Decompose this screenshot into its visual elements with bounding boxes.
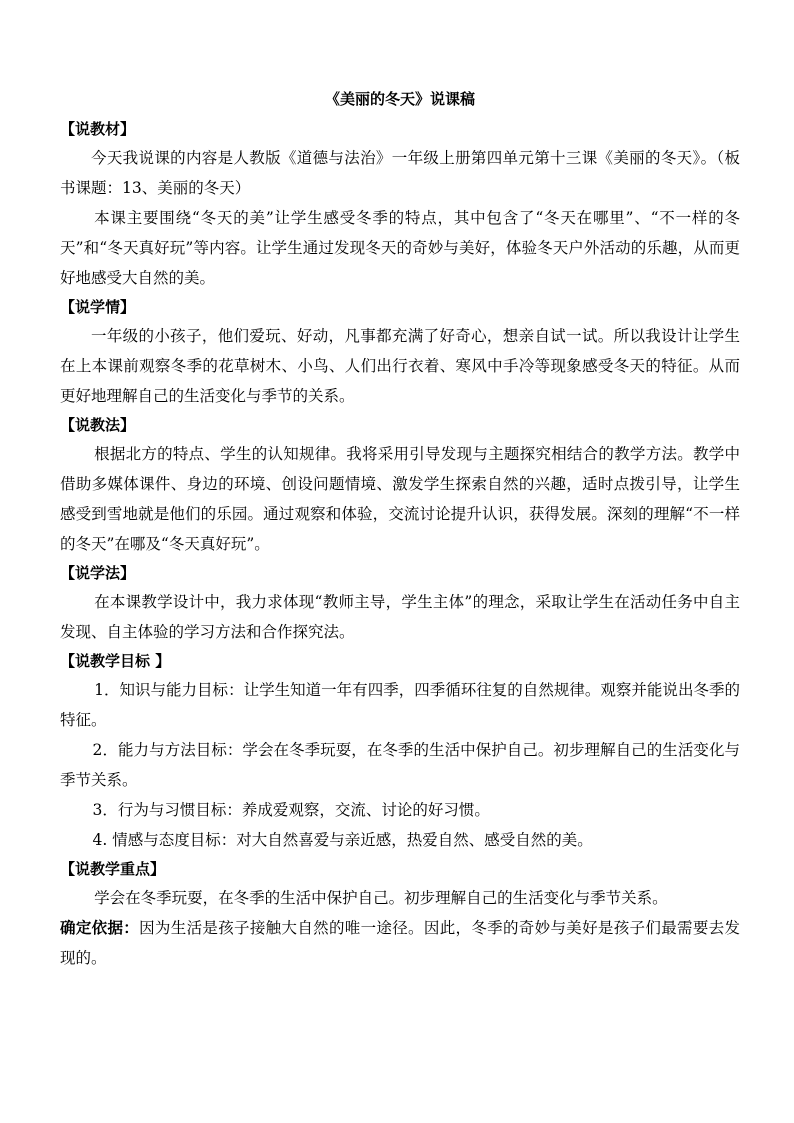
paragraph: 本课主要围绕“冬天的美”让学生感受冬季的特点，其中包含了“冬天在哪里”、“不一样的冬天”和“冬天真好玩”等内容。让学生通过发现冬天的奇妙与美好，体验冬天户外活动的乐趣，从而更好地感受大自然的美。 — [60, 209, 740, 287]
section-heading-textbook: 【说教材】 — [60, 120, 136, 138]
section-heading-objectives: 【说教学目标 】 — [60, 652, 171, 670]
objective-item: 4. 情感与态度目标：对大自然喜爱与亲近感，热爱自然、感受自然的美。 — [92, 831, 593, 849]
paragraph: 在本课教学设计中，我力求体现“教师主导，学生主体”的理念，采取让学生在活动任务中自主发现、自主体验的学习方法和合作探究法。 — [60, 593, 740, 641]
basis-paragraph — [60, 913, 740, 973]
document-body — [60, 88, 740, 973]
paragraph: 学会在冬季玩耍，在冬季的生活中保护自己。初步理解自己的生活变化与季节关系。 — [94, 889, 668, 907]
objective-item: 2．能力与方法目标：学会在冬季玩耍，在冬季的生活中保护自己。初步理解自己的生活变化与季节关系。 — [60, 741, 740, 789]
section-heading-students: 【说学情】 — [60, 298, 136, 316]
section-heading-learning-method: 【说学法】 — [60, 564, 136, 582]
basis-label: 确定依据： — [60, 918, 140, 937]
section-heading-key-points: 【说教学重点】 — [60, 860, 166, 878]
basis-text: 因为生活是孩子接触大自然的唯一途径。因此，冬季的奇妙与美好是孩子们最需要去发现的。 — [60, 919, 740, 967]
objective-item: 1．知识与能力目标：让学生知道一年有四季，四季循环往复的自然规律。观察并能说出冬季的特征。 — [60, 681, 740, 729]
paragraph: 根据北方的特点、学生的认知规律。我将采用引导发现与主题探究相结合的教学方法。教学中借助多媒体课件、身边的环境、创设问题情境、激发学生探索自然的兴趣，适时点拨引导，让学生感受到雪地就是他们的乐园。通过观察和体验，交流讨论提升认识，获得发展。深刻的理解“不一样的冬天”在哪及“冬天真好玩”。 — [60, 445, 740, 553]
paragraph: 一年级的小孩子，他们爱玩、好动，凡事都充满了好奇心，想亲自试一试。所以我设计让学生在上本课前观察冬季的花草树木、小鸟、人们出行衣着、寒风中手冷等现象感受冬天的特征。从而更好地理解自己的生活变化与季节的关系。 — [60, 327, 740, 405]
objective-item: 3．行为与习惯目标：养成爱观察，交流、讨论的好习惯。 — [92, 801, 490, 819]
paragraph: 今天我说课的内容是人教版《道德与法治》一年级上册第四单元第十三课《美丽的冬天》。（板书课题：13、美丽的冬天） — [60, 149, 740, 197]
section-heading-teaching-method: 【说教法】 — [60, 416, 136, 434]
document-title: 《美丽的冬天》说课稿 — [324, 90, 475, 108]
